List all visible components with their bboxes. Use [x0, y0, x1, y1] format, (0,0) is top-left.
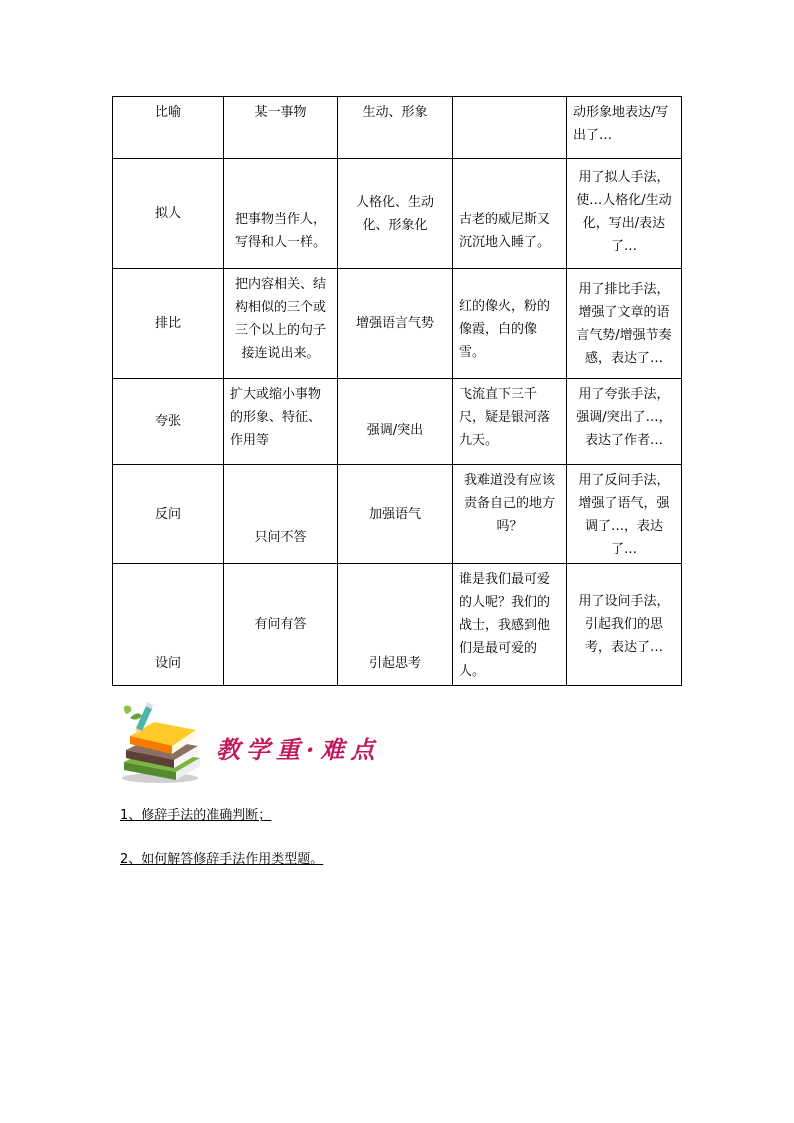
table-row [113, 97, 682, 159]
cell-answer: 动形象地表达/写出了… [567, 97, 682, 159]
table-row [113, 465, 682, 564]
table-row [113, 159, 682, 269]
cell-example: 我难道没有应该责备自己的地方吗？ [453, 465, 567, 564]
cell-definition: 只问不答 [224, 465, 338, 564]
cell-answer: 用了反问手法，增强了语气，强调了…，表达了… [567, 465, 682, 564]
key-point-item: 1、修辞手法的准确判断； [120, 808, 272, 823]
key-point-item: 2、如何解答修辞手法作用类型题。 [120, 852, 324, 867]
books-icon [116, 700, 208, 784]
cell-name: 设问 [113, 564, 224, 686]
cell-effect: 引起思考 [338, 564, 453, 686]
cell-answer: 用了夸张手法，强调/突出了…，表达了作者… [567, 379, 682, 465]
cell-example: 古老的威尼斯又沉沉地入睡了。 [453, 159, 567, 269]
cell-answer: 用了拟人手法，使…人格化/生动化，写出/表达了… [567, 159, 682, 269]
cell-answer: 用了排比手法，增强了文章的语言气势/增强节奏感，表达了… [567, 269, 682, 379]
rhetoric-table [112, 96, 682, 686]
cell-effect: 增强语言气势 [338, 269, 453, 379]
cell-effect: 人格化、生动化、形象化 [338, 159, 453, 269]
cell-example: 红的像火，粉的像霞，白的像雪。 [453, 269, 567, 379]
cell-answer: 用了设问手法，引起我们的思考，表达了… [567, 564, 682, 686]
table-row [113, 564, 682, 686]
cell-name: 反问 [113, 465, 224, 564]
cell-effect: 加强语气 [338, 465, 453, 564]
section-heading [116, 700, 416, 784]
cell-name: 夸张 [113, 379, 224, 465]
table-row [113, 269, 682, 379]
cell-definition: 某一事物 [224, 97, 338, 159]
cell-name: 排比 [113, 269, 224, 379]
table-row [113, 379, 682, 465]
cell-effect: 强调/突出 [338, 379, 453, 465]
cell-effect: 生动、形象 [338, 97, 453, 159]
cell-example [453, 97, 567, 159]
cell-definition: 有问有答 [224, 564, 338, 686]
cell-name: 拟人 [113, 159, 224, 269]
cell-definition: 扩大或缩小事物的形象、特征、作用等 [224, 379, 338, 465]
cell-definition: 把内容相关、结构相似的三个或三个以上的句子接连说出来。 [224, 269, 338, 379]
cell-example: 飞流直下三千尺，疑是银河落九天。 [453, 379, 567, 465]
cell-definition: 把事物当作人，写得和人一样。 [224, 159, 338, 269]
cell-example: 谁是我们最可爱的人呢？我们的战士，我感到他们是最可爱的人。 [453, 564, 567, 686]
section-title: 教学重·难点 [216, 735, 381, 764]
cell-name: 比喻 [113, 97, 224, 159]
